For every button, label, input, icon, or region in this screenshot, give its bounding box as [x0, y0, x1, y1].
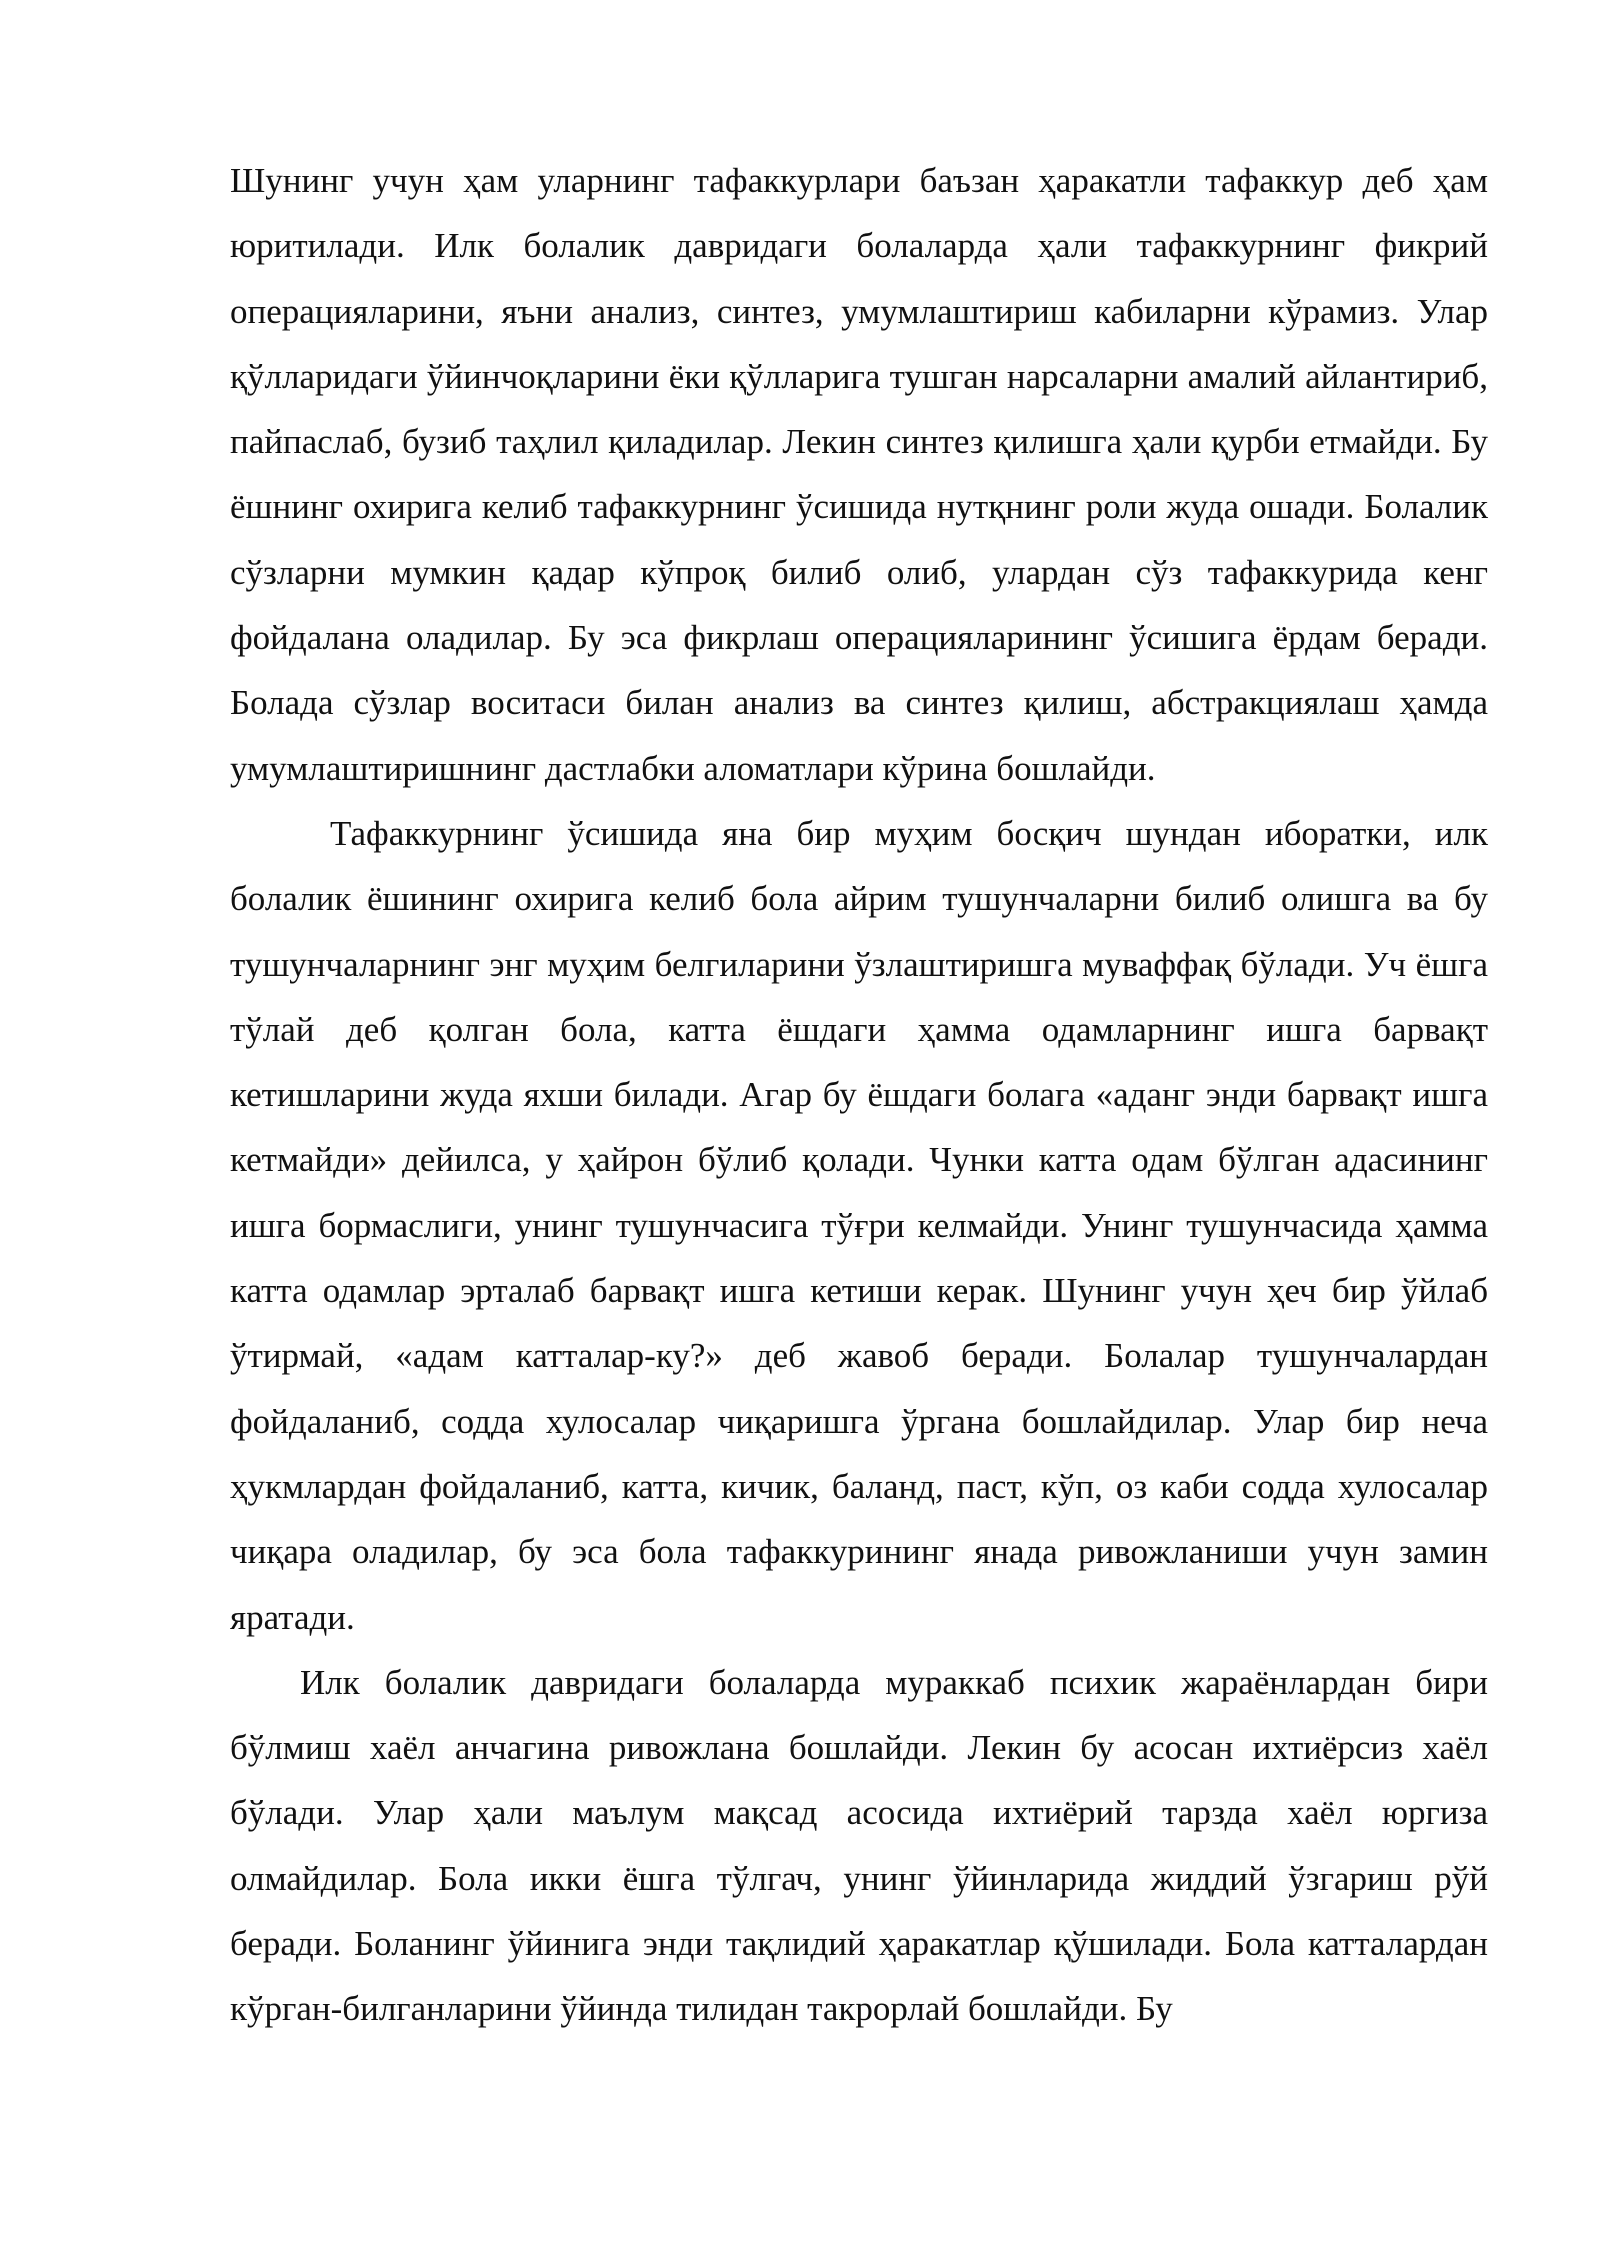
document-page: [230, 148, 1488, 2042]
paragraph-2: Тафаккурнинг ўсишида яна бир муҳим босқич шундан иборатки, илк болалик ёшининг охирига келиб бола айрим тушунчаларни билиб олишга ва бу тушунчаларнинг энг муҳим белгиларини ўзлаштиришга муваффақ бўлади. Уч ёшга тўлай деб қолган бола, катта ёшдаги ҳамма одамларнинг ишга барвақт кетишларини жуда яхши билади. Агар бу ёшдаги болага «аданг энди барвақт ишга кетмайди» дейилса, у ҳайрон бўлиб қолади. Чунки катта одам бўлган адасининг ишга бормаслиги, унинг тушунчасига тўғри келмайди. Унинг тушунчасида ҳамма катта одамлар эрталаб барвақт ишга кетиши керак. Шунинг учун ҳеч бир ўйлаб ўтирмай, «адам катталар-ку?» деб жавоб беради. Болалар тушунчалардан фойдаланиб, содда хулосалар чиқаришга ўргана бошлайдилар. Улар бир неча ҳукмлардан фойдаланиб, катта, кичик, баланд, паст, кўп, оз каби содда хулосалар чиқара оладилар, бу эса бола тафаккурининг янада ривожланиши учун замин яратади.: [230, 813, 1488, 1637]
paragraph-1: Шунинг учун ҳам уларнинг тафаккурлари баъзан ҳаракатли тафаккур деб ҳам юритилади. Илк болалик давридаги болаларда ҳали тафаккурнинг фикрий операцияларини, яъни анализ, синтез, умумлаштириш кабиларни кўрамиз. Улар қўлларидаги ўйинчоқларини ёки қўлларига тушган нарсаларни амалий айлантириб, пайпаслаб, бузиб таҳлил қиладилар. Лекин синтез қилишга ҳали қурби етмайди. Бу ёшнинг охирига келиб тафаккурнинг ўсишида нутқнинг роли жуда ошади. Болалик сўзларни мумкин қадар кўпроқ билиб олиб, улардан сўз тафаккурида кенг фойдалана оладилар. Бу эса фикрлаш операцияларининг ўсишига ёрдам беради. Болада сўзлар воситаси билан анализ ва синтез қилиш, абстракциялаш ҳамда умумлаштиришнинг дастлабки аломатлари кўрина бошлайди.: [230, 161, 1488, 788]
paragraph-3: Илк болалик давридаги болаларда мураккаб психик жараёнлардан бири бўлмиш хаёл анчагина ривожлана бошлайди. Лекин бу асосан ихтиёрсиз хаёл бўлади. Улар ҳали маълум мақсад асосида ихтиёрий тарзда хаёл юргиза олмайдилар. Бола икки ёшга тўлгач, унинг ўйинларида жиддий ўзгариш рўй беради. Боланинг ўйинига энди тақлидий ҳаракатлар қўшилади. Бола катталардан кўрган-билганларини ўйинда тилидан такрорлай бошлайди. Бу: [230, 1662, 1488, 2029]
